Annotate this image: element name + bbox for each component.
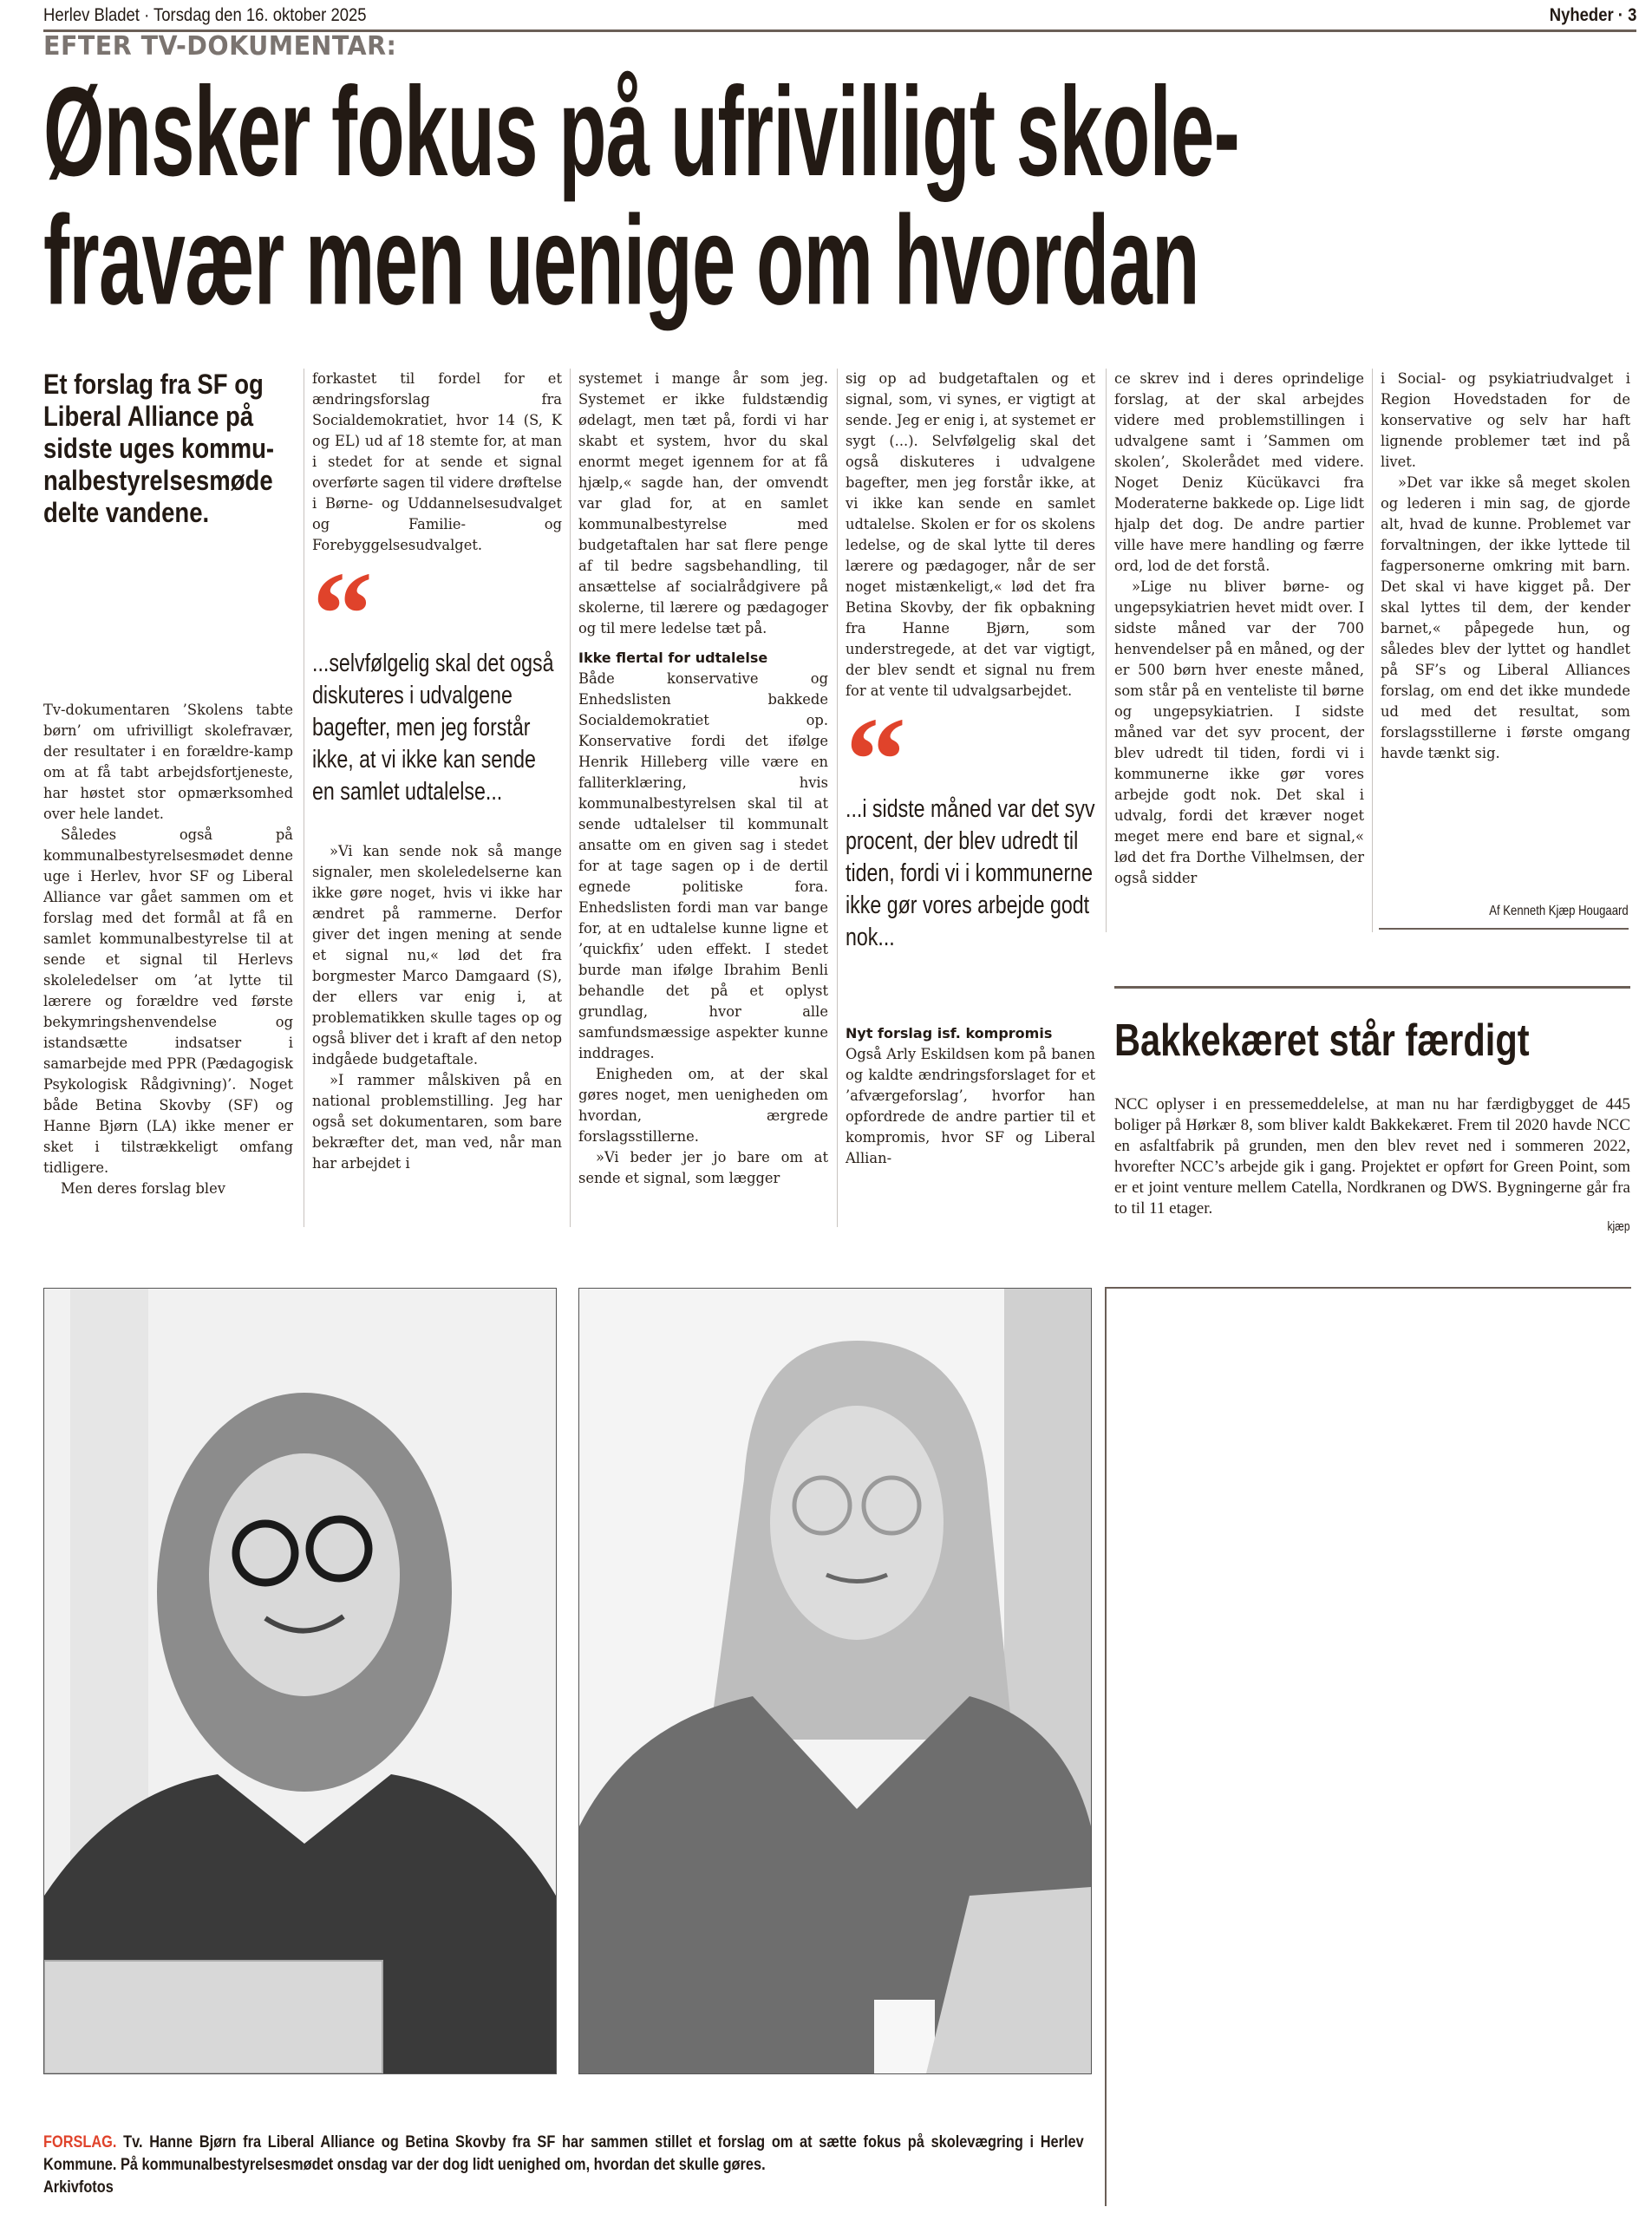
empty-box-top-rule [1106, 1287, 1631, 1289]
headline-line-1: Ønsker fokus på ufrivilligt skole- [43, 61, 1240, 203]
subheading: Nyt forslag isf. kompromis [846, 1025, 1053, 1041]
lead-line: Liberal Alliance på [43, 401, 254, 432]
lead-line: Et forslag fra SF og [43, 369, 264, 400]
paragraph: »I rammer målskiven på en national problemstilling. Jeg har også set dokumentaren, som bare bekræfter det, man ved, når man har arbejdet i [312, 1072, 562, 1172]
paragraph: Også Arly Eskildsen kom på banen og kaldte ændringsforslaget for et ’afværgeforslag’, hvorfor han opfordrede de andre partier til et kompromis, hvor SF og Liberal Allian- [846, 1046, 1095, 1166]
lead-paragraph [43, 369, 295, 529]
article-column-3 [578, 369, 828, 1189]
paragraph: »Vi kan sende nok så mange signaler, men skoleledelserne kan ikke gøre noget, hvis vi ikke har ændret på rammerne. Derfor giver det ingen mening at sende et signal nu,« lød det fra borgmester Marco Damgaard (S), der ellers var enig i, at problematikken skulle tages op og også bliver det i kraft af den netop indgåede budgetaftale. [312, 843, 562, 1068]
byline: Af Kenneth Kjæp Hougaard [1489, 904, 1629, 918]
byline-container [1379, 902, 1629, 919]
paragraph: Således også på kommunalbestyrelsesmødet denne uge i Herlev, hvor SF og Liberal Alliance var gået sammen om et forslag med det formål at få en samlet kommunalbestyrelse til at sende et signal til Herlevs skoleledelser om ’at lytte til lærere og forældre ved første bekymringshenvendelse og istandsætte indsatser i samarbejde med PPR (Pædagogisk Psykologisk Rådgivning)’. Noget både Betina Skovby (SF) og Hanne Bjørn (LA) ikke mener er sket i tilstrækkeligt omfang tidligere. [43, 826, 293, 1176]
brief-top-rule [1114, 986, 1630, 989]
brief-headline: Bakkekæret står færdigt [1114, 1015, 1530, 1066]
paragraph: »Det var ikke så meget skolen og lederen i min sag, de gjorde alt, hvad de kunne. Problemet var forvaltningen, der ikke lyttede til fagpersonerne omkring mit barn. Det skal vi have kigget på. Der skal lyttes til dem, der kender barnet,« påpegede hun, og således blev der lyttet og handlet på SF’s og Liberal Alliances forslag, om end det ikke mundede ud med det resultat, som forslagsstillerne i første omgang havde tænkt sig. [1381, 474, 1630, 761]
lead-line: delte vandene. [43, 497, 210, 528]
section-page-label: Nyheder · 3 [1549, 5, 1636, 25]
lead-line: sidste uges kommu- [43, 433, 275, 464]
article-column-6 [1381, 369, 1630, 764]
empty-box-left-rule [1105, 1287, 1107, 2206]
pull-quote: ...i sidste måned var det syv procent, der blev udredt til tiden, fordi vi i kommunerne ikke gør vores arbejde godt nok... [846, 795, 1095, 951]
photo-caption [43, 2132, 1084, 2199]
paragraph: »Vi beder jer jo bare om at sende et signal, som lægger [578, 1149, 828, 1186]
kicker: EFTER TV-DOKUMENTAR: [43, 31, 397, 62]
quote-mark-icon: “ [312, 547, 373, 682]
headline-line-2: fravær men uenige om hvordan [43, 189, 1199, 332]
paragraph: systemet i mange år som jeg. Systemet er ikke fuldstændig ødelagt, men tæt på, fordi vi har skabt et system, hvor du skal enormt meget igennem for at få hjælp,« sagde han, der omvendt var glad for, at en samlet kommunalbestyrelse med budgetaftalen har sat flere penge af til bedre sagsbehandling, til ansættelse af socialrådgivere på skolerne, til lærere og pædagoger og til mere ledelse tæt på. [578, 370, 828, 637]
paragraph: Både konservative og Enhedslisten bakkede Socialdemokratiet op. Konservative fordi det ifølge Henrik Hilleberg ville være en falliterklæring, hvis kommunalbestyrelsen skal til at sende udtalelser til kommunalt ansatte om en given sag i stedet for at tage sagen op i de dertil egnede politiske fora. Enhedslisten fordi man var bange for, at en udtalelse kunne ligne et ’quickfix’ uden effekt. I stedet burde man ifølge Ibrahim Benli behandle det på et oplyst grundlag, hvor alle samfundsmæssige aspekter kunne inddrages. [578, 670, 828, 1061]
article-column-2 [312, 369, 562, 1174]
paragraph: ce skrev ind i deres oprindelige forslag, at der skal arbejdes videre med problemstillingen i udvalgene samt i ’Sammen om skolen’, Skolerådet med videre. Noget Deniz Kücükavci fra Moderaterne bakkede op. Lige lidt hjalp det dog. De andre partier ville have mere handling og færre ord, lod de det forstå. [1114, 370, 1364, 574]
paragraph: sig op ad budgetaftalen og et signal, som, vi synes, er vigtigt at sende. Jeg er enig i, at systemet er sygt (...). Selvfølgelig skal det også diskuteres i udvalgene bagefter, men jeg forstår ikke, at vi ikke kan sende en samlet udtalelse. Skolen er for os skolens ledelse, og de skal lytte til deres lærere og pædagoger, når de ser noget mistænkeligt,« lød det fra Betina Skovby, der fik opbakning fra Hanne Bjørn, som understregede, at det var vigtigt, der blev sendt et signal nu frem for at vente til udvalgsarbejdet. [846, 370, 1095, 699]
brief-signature: kjæp [1607, 1219, 1630, 1234]
portrait-image [44, 1289, 556, 2073]
paragraph: Enigheden om, at der skal gøres noget, men uenigheden om hvordan, ærgrede forslagsstillerne. [578, 1066, 828, 1145]
caption-label: FORSLAG. [43, 2133, 117, 2151]
byline-rule [1379, 928, 1629, 930]
column-divider [1372, 369, 1373, 932]
column-divider [1106, 369, 1107, 932]
lead-line: nalbestyrelsesmøde [43, 465, 273, 496]
article-column-4 [846, 369, 1095, 1169]
paragraph: Tv-dokumentaren ’Skolens tabte børn’ om ufrivilligt skolefravær, der resultater i en forældre-kamp om at få tabt arbejdsfortjeneste, har høstet stor opmærksomhed over hele landet. [43, 702, 293, 822]
photo-credit: Arkivfotos [43, 2178, 114, 2197]
column-divider [570, 369, 571, 1227]
pull-quote: ...selvfølgelig skal det også diskuteres i udvalgene bagefter, men jeg forstår ikke, at vi ikke kan sende en samlet udtalelse... [312, 650, 554, 806]
publication-date-header: Herlev Bladet · Torsdag den 16. oktober 2025 [43, 5, 367, 25]
quote-mark-icon: “ [846, 693, 906, 827]
article-column-1 [43, 700, 293, 1199]
portrait-image [579, 1289, 1091, 2073]
photo-hanne-bjorn [43, 1288, 557, 2074]
paragraph: i Social- og psykiatriudvalget i Region Hovedstaden for de konservative og selv har haft lignende problemer tæt ind på livet. [1381, 370, 1630, 470]
column-divider [837, 369, 838, 1227]
paragraph: »Lige nu bliver børne- og ungepsykiatrien hevet midt over. I sidste måned var der 700 henvendelser på en måned, og der er 500 børn hver eneste måned, som står på en venteliste til børne og ungepsykiatrien. I sidste måned var det syv procent, der blev udredt til tiden, fordi vi i kommunerne ikke gør vores arbejde godt nok. Det skal i udvalg, fordi det kræver noget meget mere end bare et signal,« lød det fra Dorthe Vilhelmsen, der også sidder [1114, 578, 1364, 886]
photo-betina-skovby [578, 1288, 1092, 2074]
caption-text: Tv. Hanne Bjørn fra Liberal Alliance og Betina Skovby fra SF har sammen stillet et forslag om at sætte fokus på skolevægring i Herlev Kommune. På kommunalbestyrelsesmødet onsdag var der dog lidt uenighed om, hvordan det skulle gøres. [43, 2133, 1084, 2174]
paragraph: Men deres forslag blev [61, 1180, 225, 1197]
paragraph: forkastet til fordel for et ændringsforslag fra Socialdemokratiet, hvor 14 (S, K og EL) ud af 18 stemte for, at man i stedet for at sende et signal overførte sagen til videre drøftelse i Børne- og Uddannelsesudvalget og Familie- og Forebyggelsesudvalget. [312, 370, 562, 553]
article-column-5 [1114, 369, 1364, 889]
brief-body: NCC oplyser i en pressemeddelelse, at man nu har færdigbygget de 445 boliger på Hørkær 8, som bliver kaldt Bakkekæret. Frem til 2020 havde NCC en asfaltfabrik på grunden, men den blev revet ned i sommeren 2022, hvorefter NCC’s arbejde gik i gang. Projektet er opført for Green Point, som er et joint venture mellem Catella, Nordkranen og DWS. Bygningerne går fra to til 11 etager. [1114, 1095, 1630, 1218]
subheading: Ikke flertal for udtalelse [578, 650, 768, 666]
headline [43, 61, 1293, 332]
